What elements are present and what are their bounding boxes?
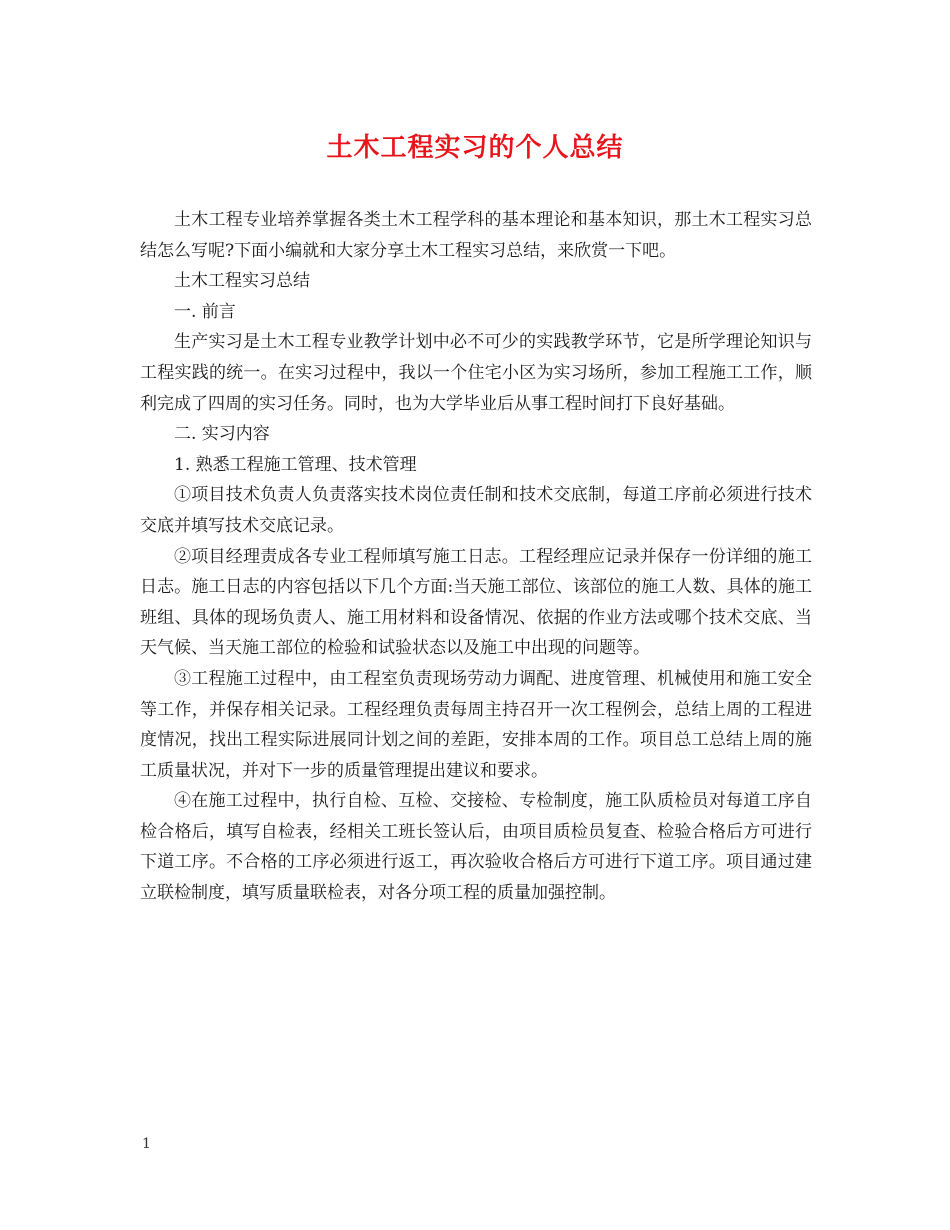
- paragraph-item-1: ①项目技术负责人负责落实技术岗位责任制和技术交底制，每道工序前必须进行技术交底并填写技术交底记录。: [140, 485, 812, 536]
- page-number: 1: [142, 1136, 151, 1152]
- paragraph-item-4: ④在施工过程中，执行自检、互检、交接检、专检制度，施工队质检员对每道工序自检合格后，填写自检表，经相关工班长签认后，由项目质检员复查、检验合格后方可进行下道工序。不合格的工序必须进行返工，再次验收合格后方可进行下道工序。项目通过建立联检制度，填写质量联检表，对各分项工程的质量加强控制。: [140, 791, 812, 904]
- document-body: [140, 205, 812, 909]
- paragraph-preface: 生产实习是土木工程专业教学计划中必不可少的实践教学环节，它是所学理论知识与工程实践的统一。在实习过程中，我以一个住宅小区为实习场所，参加工程施工工作，顺利完成了四周的实习任务。同时，也为大学毕业后从事工程时间打下良好基础。: [140, 332, 812, 414]
- heading-management: 1. 熟悉工程施工管理、技术管理: [174, 454, 417, 475]
- paragraph-subtitle: 土木工程实习总结: [174, 271, 310, 292]
- paragraph-item-3: ③工程施工过程中，由工程室负责现场劳动力调配、进度管理、机械使用和施工安全等工作，并保存相关记录。工程经理负责每周主持召开一次工程例会，总结上周的工程进度情况，找出工程实际进展同计划之间的差距，安排本周的工作。项目总工总结上周的施工质量状况，并对下一步的质量管理提出建议和要求。: [140, 668, 812, 781]
- heading-preface: 一. 前言: [174, 301, 236, 322]
- heading-content: 二. 实习内容: [174, 424, 270, 445]
- paragraph-intro: 土木工程专业培养掌握各类土木工程学科的基本理论和基本知识，那土木工程实习总结怎么写呢?下面小编就和大家分享土木工程实习总结，来欣赏一下吧。: [140, 210, 812, 261]
- document-title: 土木工程实习的个人总结: [326, 133, 624, 163]
- paragraph-item-2: ②项目经理责成各专业工程师填写施工日志。工程经理应记录并保存一份详细的施工日志。施工日志的内容包括以下几个方面:当天施工部位、该部位的施工人数、具体的施工班组、具体的现场负责人、施工用材料和设备情况、依据的作业方法或哪个技术交底、当天气候、当天施工部位的检验和试验状态以及施工中出现的问题等。: [140, 546, 812, 659]
